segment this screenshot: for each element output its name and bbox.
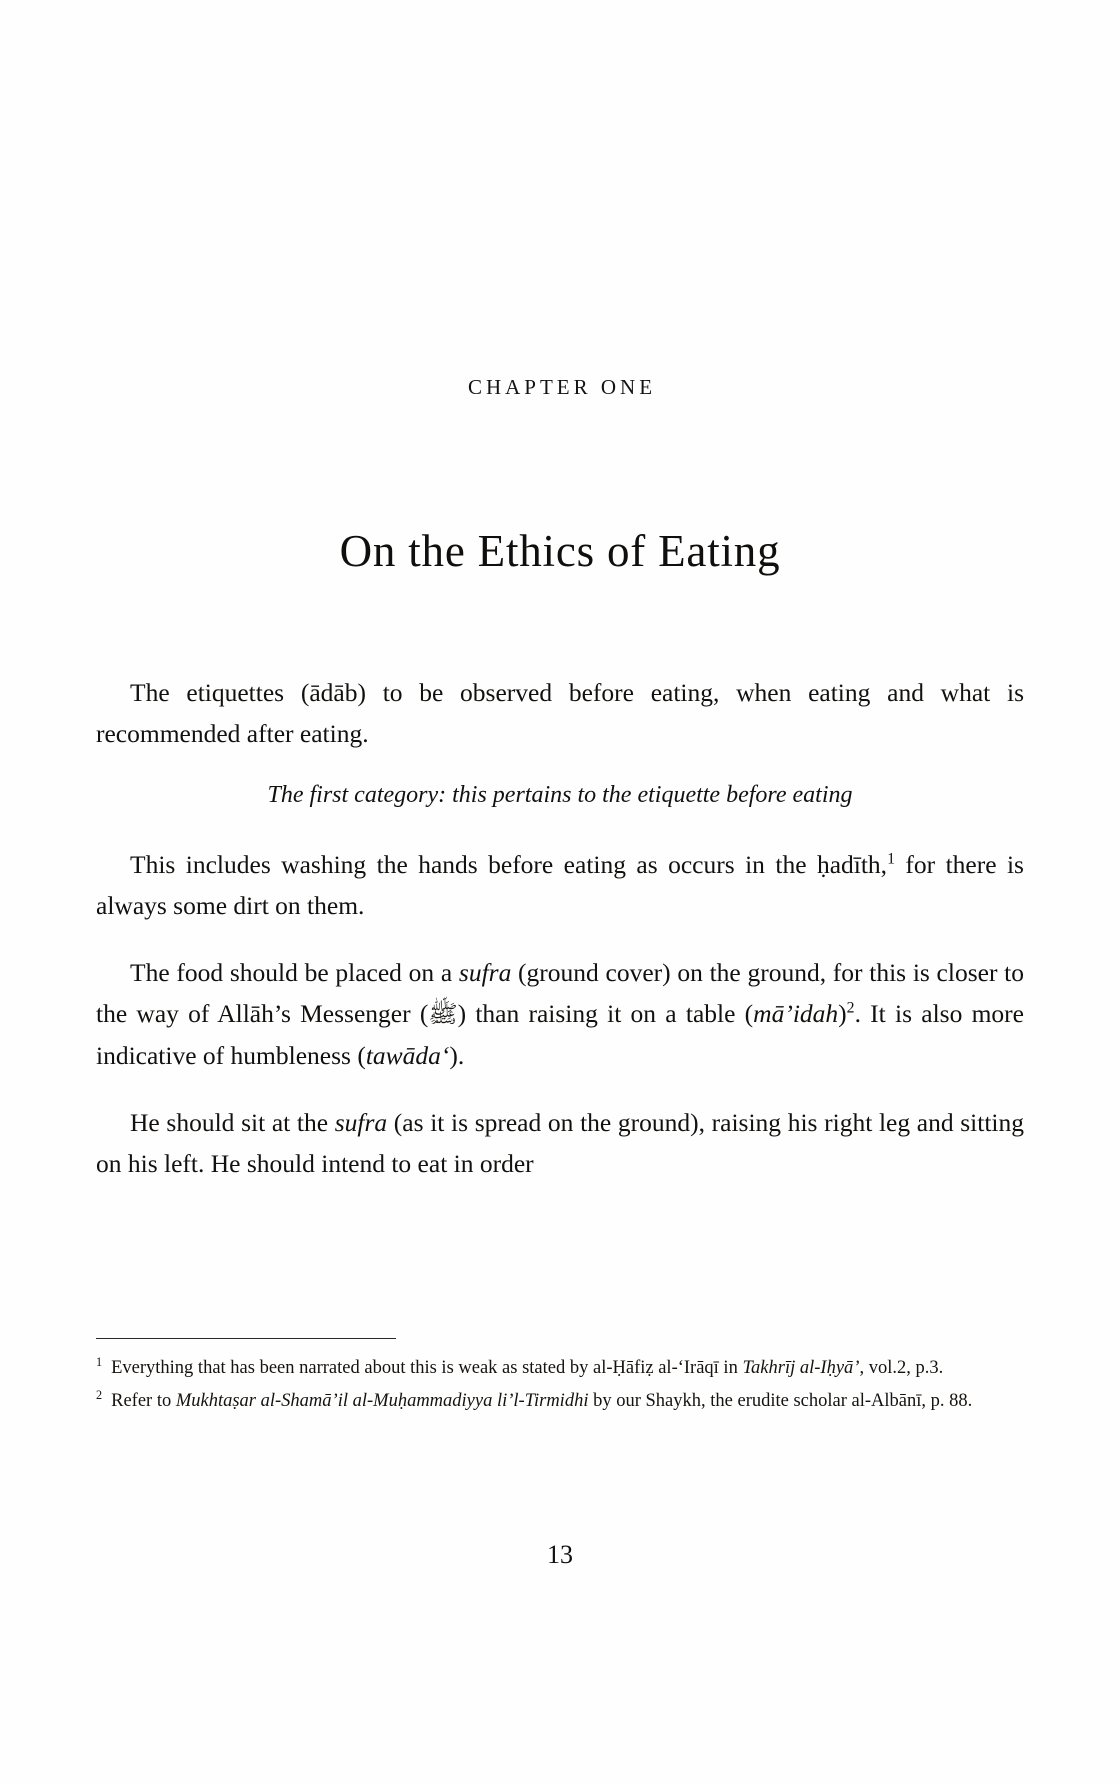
footnote-2-text-b: by our Shaykh, the erudite scholar al-Albānī, p. 88.: [588, 1391, 973, 1411]
section-subheading-text: The first category: this pertains to the etiquette before eating: [267, 782, 853, 808]
paragraph-intro-text: The etiquettes (ādāb) to be observed before eating, when eating and what is recommended after eating.: [96, 678, 1024, 748]
chapter-label: CHAPTER ONE: [467, 375, 657, 399]
footnote-1-text-a: Everything that has been narrated about this is weak as stated by al-Ḥāfiẓ al-‘Irāqī in: [111, 1358, 743, 1378]
term-tawada: tawāda‘: [365, 1041, 450, 1070]
sitting-text-a: He should sit at the: [130, 1108, 335, 1137]
term-sufra-1: sufra: [458, 958, 512, 987]
paragraph-intro: [96, 672, 1024, 754]
footnote-marker-2: 2: [96, 1387, 103, 1402]
footnotes-section: [96, 1338, 1024, 1419]
footnote-item-2: [96, 1386, 1024, 1417]
term-sufra-2: sufra: [334, 1108, 388, 1137]
footnote-reference-2[interactable]: 2: [846, 999, 855, 1017]
sufra-text-c: ) than raising it on a table (: [457, 999, 754, 1028]
page-number: 13: [547, 1540, 573, 1569]
footnote-2-title: Mukhtaṣar al-Shamā’il al-Muḥammadiyya li’l-Tirmidhi: [175, 1391, 589, 1411]
sufra-text-e: . It is also more indicative of humbleness (: [96, 999, 1024, 1070]
paragraph-washing-hands-text-b: for there is always some dirt on them.: [96, 850, 1024, 920]
paragraph-washing-hands: [96, 844, 1024, 926]
paragraph-sitting-posture: [96, 1102, 1024, 1184]
footnote-reference-1[interactable]: 1: [887, 850, 895, 868]
chapter-title: On the Ethics of Eating: [339, 526, 781, 577]
paragraph-washing-hands-text-a: This includes washing the hands before eating as occurs in the ḥadīth,: [130, 850, 888, 879]
footnote-1-title: Takhrīj al-Iḥyā’: [742, 1358, 860, 1378]
sufra-text-a: The food should be placed on a: [130, 958, 459, 987]
sufra-text-f: ).: [449, 1041, 465, 1070]
footnote-separator-rule: [96, 1338, 396, 1339]
sitting-text-b: (as it is spread on the ground), raising his right leg and sitting on his left. He should intend to eat in order: [96, 1108, 1025, 1178]
footnote-1-text-b: , vol.2, p.3.: [859, 1358, 944, 1378]
section-subheading: [96, 776, 1024, 814]
salawat-icon: ﷺ: [428, 1000, 458, 1028]
page-content-column: [96, 0, 1024, 1783]
footnote-2-text-a: Refer to: [111, 1391, 176, 1411]
paragraph-sufra-placement: [96, 952, 1024, 1076]
term-maidah: mā’idah: [753, 999, 839, 1028]
body-text-block: [96, 672, 1024, 1210]
footnote-item-1: [96, 1353, 1024, 1384]
sufra-text-d: ): [838, 999, 847, 1028]
sufra-text-b: (ground cover) on the ground, for this is closer to the way of Allāh’s Messenger (: [96, 958, 1024, 1028]
footnote-marker-1: 1: [96, 1354, 103, 1369]
